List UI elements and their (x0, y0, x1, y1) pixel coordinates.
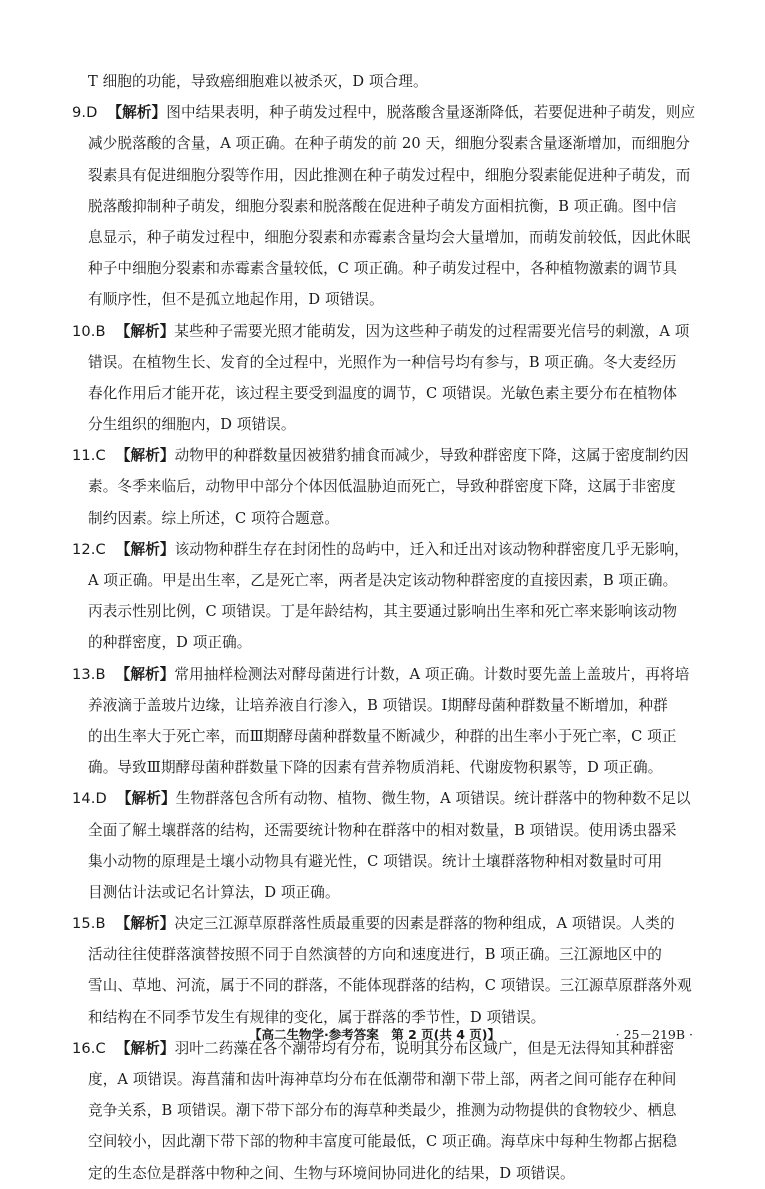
text-line: 错误。在植物生长、发育的全过程中，光照作为一种信号均有参与，B 项正确。冬大麦经历 (88, 353, 677, 371)
text-line: 空间较小，因此潮下带下部的物种丰富度可能最低，C 项正确。海草床中每种生物都占据稳 (88, 1133, 678, 1151)
question-number: 9. (72, 104, 87, 122)
question-number: 16. (72, 1039, 96, 1057)
text-line: 养液滴于盖玻片边缘，让培养液自行渗入，B 项错误。Ⅰ期酵母菌种群数量不断增加，种群 (88, 696, 668, 714)
text-line: 确。导致Ⅲ期酵母菌种群数量下降的因素有营养物质消耗、代谢废物积累等，D 项正确。 (88, 759, 663, 777)
question-number: 12. (72, 540, 96, 558)
question-line (72, 534, 700, 565)
text-line: 定的生态位是群落中物种之间、生物与环境间协同进化的结果，D 项错误。 (88, 1164, 575, 1182)
text-line: 和结构在不同季节发生有规律的变化，属于群落的季节性，D 项错误。 (88, 1008, 546, 1026)
footer-page-info: 【高二生物学·参考答案 第 2 页(共 4 页)】 (249, 1027, 500, 1042)
question-line (72, 316, 700, 347)
question-number: 15. (72, 915, 96, 933)
text-line: 丙表示性别比例，C 项错误。丁是年龄结构，其主要通过影响出生率和死亡率来影响该动物 (88, 603, 678, 621)
text-line: 全面了解土壤群落的结构，还需要统计物种在群落中的相对数量，B 项错误。使用诱虫器采 (88, 821, 677, 839)
text-line: 素。冬季来临后，动物甲中部分个体因低温胁迫而死亡，导致种群密度下降，这属于非密度 (88, 478, 676, 496)
analysis-text: 图中结果表明，种子萌发过程中，脱落酸含量逐渐降低，若要促进种子萌发，则应 (166, 104, 696, 122)
text-line: 春化作用后才能开花，该过程主要受到温度的调节，C 项错误。光敏色素主要分布在植物体 (88, 384, 678, 402)
question-line (72, 440, 700, 471)
analysis-tag: 【解析】 (115, 447, 175, 465)
analysis-text: 生物群落包含所有动物、植物、微生物，A 项错误。统计群落中的物种数不足以 (175, 790, 691, 808)
analysis-text: 决定三江源草原群落性质最重要的因素是群落的物种组成，A 项错误。人类的 (174, 915, 675, 933)
answer-letter: B (95, 322, 106, 340)
answer-letter: D (86, 104, 98, 122)
question-line (72, 783, 700, 814)
answer-letter: D (95, 790, 107, 808)
question-line (72, 659, 700, 690)
answer-letter: C (95, 447, 106, 465)
question-number: 13. (72, 665, 96, 683)
analysis-text: 常用抽样检测法对酵母菌进行计数，A 项正确。计数时要先盖上盖玻片，再将培 (174, 665, 690, 683)
question-line (72, 97, 700, 128)
analysis-tag: 【解析】 (115, 322, 175, 340)
text-line: 的种群密度，D 项正确。 (88, 634, 252, 652)
text-line: 集小动物的原理是土壤小动物具有避光性，C 项错误。统计土壤群落物种相对数量时可用 (88, 852, 663, 870)
text-line: 裂素具有促进细胞分裂等作用，因此推测在种子萌发过程中，细胞分裂素能促进种子萌发，而 (88, 166, 691, 184)
answer-letter: C (95, 1039, 106, 1057)
text-line: 活动往往使群落演替按照不同于自然演替的方向和速度进行，B 项正确。三江源地区中的 (88, 946, 662, 964)
text-line: 目测估计法或记名计算法，D 项正确。 (88, 883, 340, 901)
analysis-text: 某些种子需要光照才能萌发，因为这些种子萌发的过程需要光信号的刺激，A 项 (174, 322, 690, 340)
analysis-text: 动物甲的种群数量因被猎豹捕食而减少，导致种群密度下降，这属于密度制约因 (174, 447, 689, 465)
text-line: 的出生率大于死亡率，而Ⅲ期酵母菌种群数量不断减少，种群的出生率小于死亡率，C 项正 (88, 727, 677, 745)
analysis-tag: 【解析】 (107, 104, 167, 122)
text-line: T 细胞的功能，导致癌细胞难以被杀灭，D 项合理。 (88, 73, 428, 90)
question-number: 10. (72, 322, 96, 340)
footer-code: · 25－219B · (615, 1027, 693, 1042)
page-footer (0, 1025, 765, 1045)
analysis-tag: 【解析】 (115, 665, 175, 683)
answer-letter: B (95, 665, 106, 683)
text-line: 种子中细胞分裂素和赤霉素含量较低，C 项正确。种子萌发过程中，各种植物激素的调节具 (88, 260, 678, 278)
text-line: 制约因素。综上所述，C 项符合题意。 (88, 509, 340, 527)
text-line: 分生组织的细胞内，D 项错误。 (88, 416, 296, 434)
analysis-tag: 【解析】 (115, 540, 175, 558)
analysis-text: 羽叶二药藻在各个潮带均有分布，说明其分布区域广，但是无法得知其种群密 (174, 1039, 675, 1057)
analysis-tag: 【解析】 (116, 790, 176, 808)
analysis-text: 该动物种群生存在封闭性的岛屿中，迁入和迁出对该动物种群密度几乎无影响， (174, 540, 689, 558)
question-number: 14. (72, 790, 96, 808)
text-line: 脱落酸抑制种子萌发，细胞分裂素和脱落酸在促进种子萌发方面相抗衡，B 项正确。图中信 (88, 197, 677, 215)
answer-letter: C (95, 540, 106, 558)
question-number: 11. (72, 447, 96, 465)
answer-content (72, 66, 700, 1189)
question-line (72, 908, 700, 939)
text-line: 竞争关系，B 项错误。潮下带下部分布的海草种类最少，推测为动物提供的食物较少、栖息 (88, 1102, 677, 1120)
text-line: 有顺序性，但不是孤立地起作用，D 项错误。 (88, 291, 384, 309)
analysis-tag: 【解析】 (115, 915, 175, 933)
text-line: 度，A 项错误。海菖蒲和齿叶海神草均分布在低潮带和潮下带上部，两者之间可能存在种间 (88, 1071, 677, 1088)
text-line: 减少脱落酸的含量，A 项正确。在种子萌发的前 20 天，细胞分裂素含量逐渐增加，而细胞分 (88, 135, 690, 153)
analysis-tag: 【解析】 (115, 1039, 175, 1057)
text-line: A 项正确。甲是出生率，乙是死亡率，两者是决定该动物种群密度的直接因素，B 项正确。 (88, 572, 678, 589)
answer-letter: B (95, 915, 106, 933)
text-line: 息显示，种子萌发过程中，细胞分裂素和赤霉素含量均会大量增加，而萌发前较低，因此休眠 (88, 228, 691, 246)
text-line: 雪山、草地、河流，属于不同的群落，不能体现群落的结构，C 项错误。三江源草原群落外观 (88, 977, 692, 995)
